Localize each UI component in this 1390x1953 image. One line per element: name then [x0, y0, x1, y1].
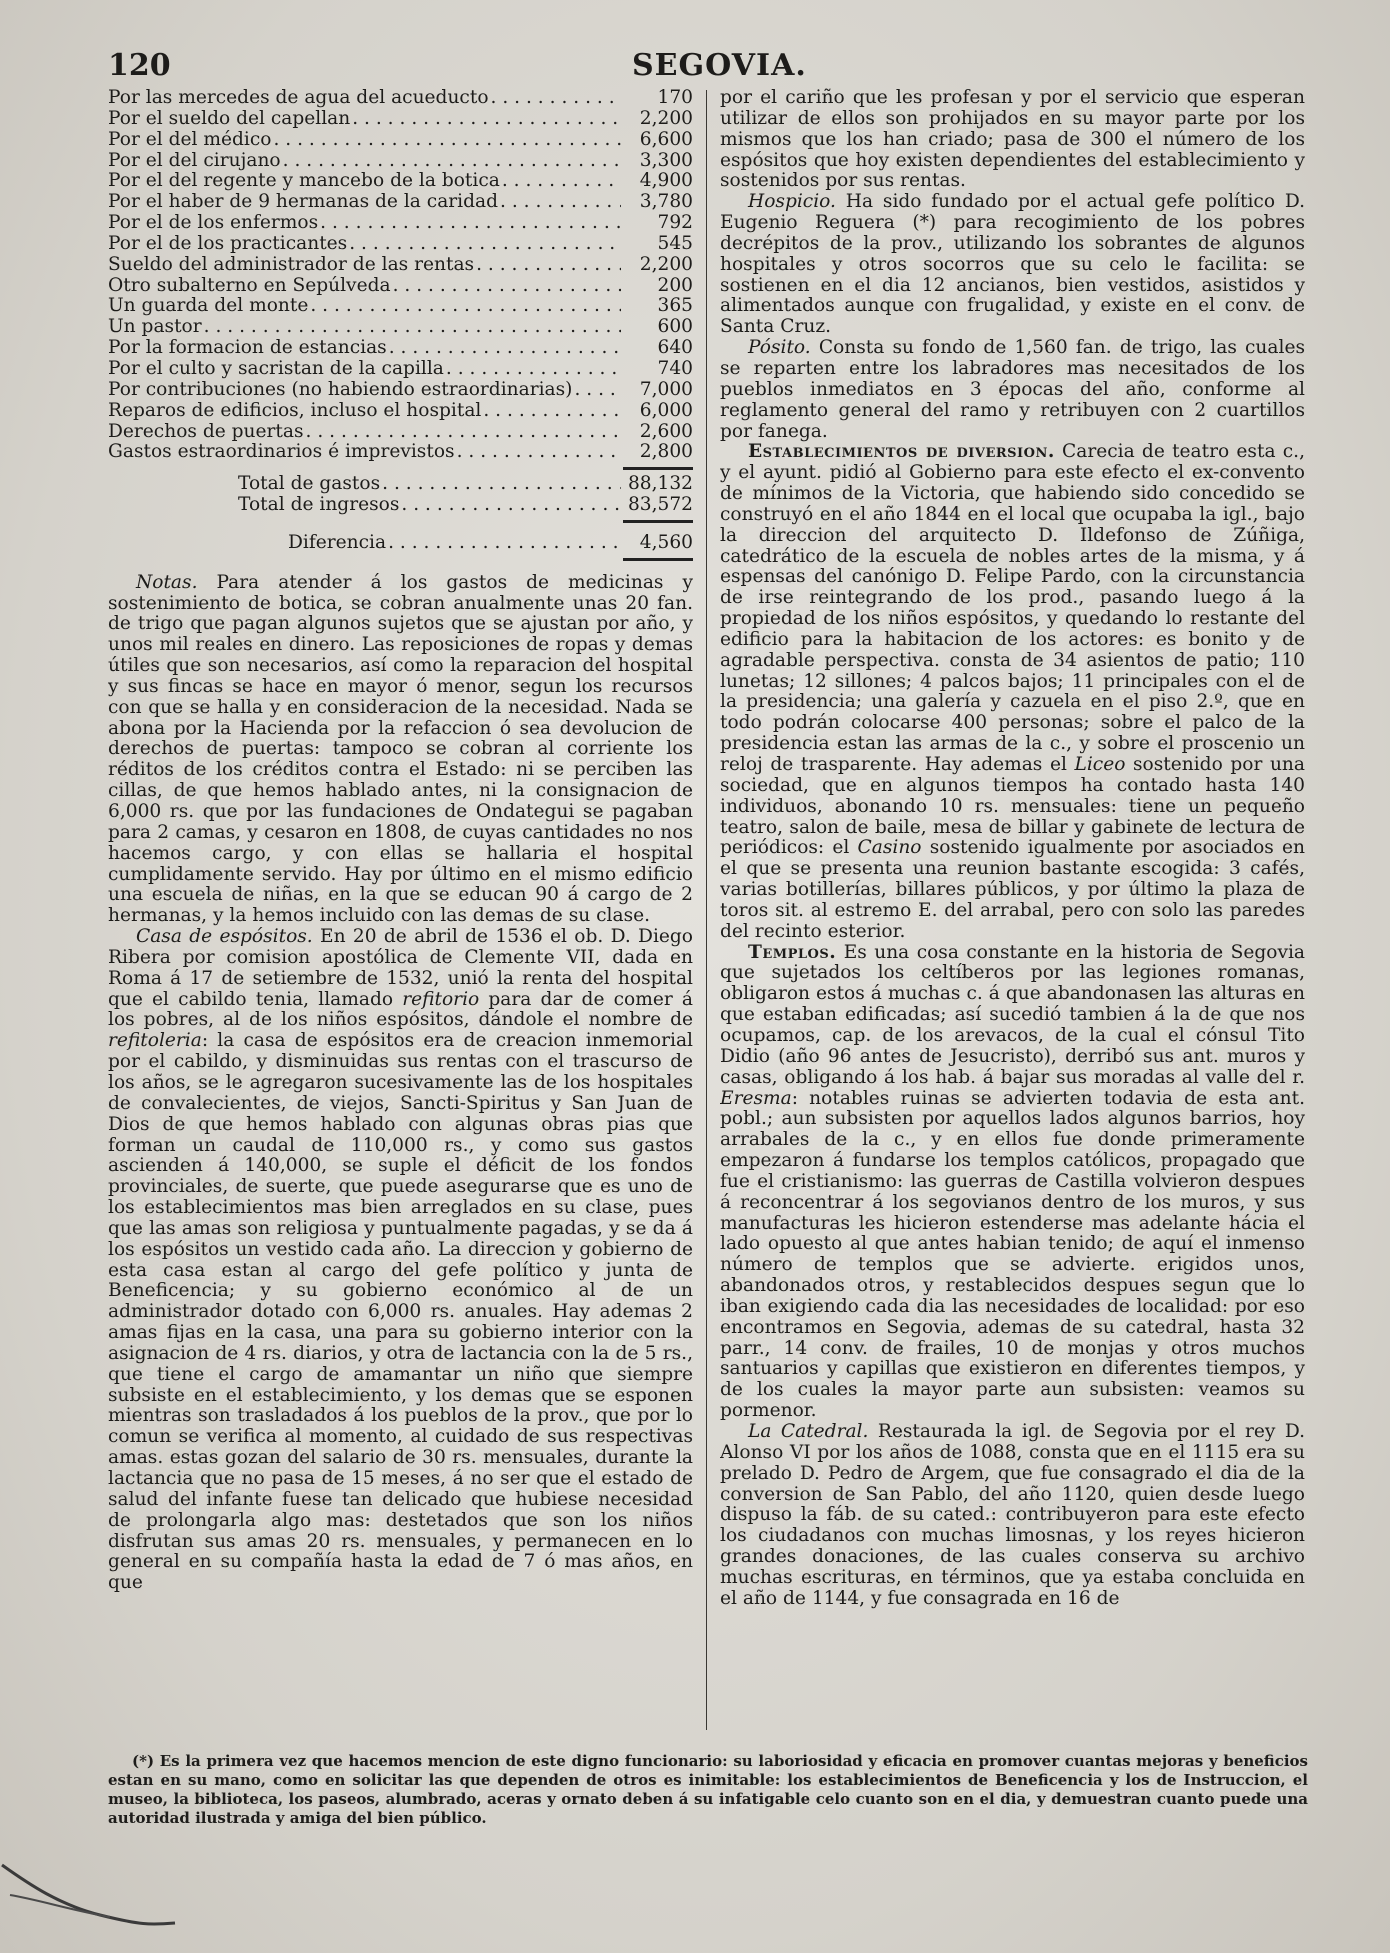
casa-esposítos-paragraph: [108, 927, 693, 1594]
ledger-amount: 6,000: [639, 399, 693, 421]
hospicio-title: Hospicio.: [748, 191, 836, 213]
ledger-label: Por el de los practicantes: [108, 232, 348, 254]
ledger-label: Un guarda del monte: [108, 295, 309, 317]
catedral-text: Restaurada la igl. de Segovia por el rey D. Alonso VI por los años de 1088, consta que en el 1115 era su prelado D. Pedro de Argem, que fue consagrado el dia de la conversion de San Pablo, del año 1120, quien desde luego dispuso la fáb. de su cated.: contribuyeron para este efecto los ciudadanos con muchas limosnas, y los reyes hicieron grandes donaciones, de las cuales conserva su archivo muchas escrituras, en términos, que ya estaba concluida en el año de 1144, y fue consagrada en 16 de: [720, 1421, 1305, 1609]
column-divider: [706, 90, 707, 1730]
ledger-row: [108, 213, 693, 234]
ledger-amount: 792: [657, 212, 693, 234]
sum-rule: [623, 558, 693, 561]
ledger-label: Por contribuciones (no habiendo estraordinarias): [108, 378, 573, 400]
diversion-paragraph: [720, 442, 1305, 942]
diferencia-row: [108, 533, 693, 554]
left-column: [108, 88, 693, 1728]
ledger-amount: 740: [657, 357, 693, 379]
notas-title: Notas.: [136, 571, 198, 593]
ledger-amount: 2,600: [639, 420, 693, 442]
ledger-label: Sueldo del administrador de las rentas: [108, 253, 475, 275]
total-gastos-amount: 88,132: [627, 473, 693, 495]
total-gastos-label: Total de gastos: [238, 473, 381, 495]
right-column: [720, 88, 1305, 1728]
ledger-row: [108, 234, 693, 255]
ledger-row: [108, 338, 693, 359]
total-ingresos-amount: 83,572: [627, 494, 693, 516]
ledger-row: [108, 380, 693, 401]
ink-stroke-mark: [0, 1845, 180, 1935]
casino-term: Casino: [857, 837, 922, 859]
ledger-row: [108, 422, 693, 443]
notas-text: Para atender á los gastos de medicinas y sostenimiento de botica, se cobran anualmente unas 20 fan. de trigo que pagan algunos sujetos que se ajustan por año, y unos mil reales en dinero. Las reposiciones de ropas y demas útiles que son necesarios, así como la reparacion del hospital y sus fincas se hace en mayor ó menor, segun los recursos con que se halla y en consideracion de la necesidad. Nada se abona por la Hacienda por la refaccion ó sea devolucion de derechos de puertas: tampoco se cobran al corriente los réditos de los créditos contra el Estado: ni se perciben las cillas, de que hemos hablado antes, ni la consignacion de 6,000 rs. que por las fundaciones de Ondategui se pagaban para 2 camas, y cesaron en 1808, de cuyas cantidades no nos hacemos cargo, y con ellas se hallaria el hospital cumplidamente servido. Hay por último en el mismo edificio una escuela de niñas, en la que se educan 90 á cargo de 2 hermanas, y la hemos incluido con las demas de su clase.: [108, 571, 693, 927]
ledger-row: [108, 130, 693, 151]
hospicio-text: Ha sido fundado por el actual gefe político D. Eugenio Reguera (*) para recogimiento de los pobres decrépitos de la prov., utilizando los sobrantes de algunos hospitales y otros socorros que su celo le facilita: se sostienen en el dia 12 ancianos, bien vestidos, asistidos y alimentados aunque con frugalidad, y existe en el conv. de Santa Cruz.: [720, 191, 1305, 338]
ledger-amount: 600: [657, 316, 693, 338]
diversion-text: Carecia de teatro esta c., y el ayunt. pidió al Gobierno para este efecto el ex-convento de mínimos de la Victoria, que habiendo sido concedido se construyó en el año 1844 en el local que ocupaba la igl., bajo la direccion del arquitecto D. Ildefonso de Zúñiga, catedrático de la escuela de nobles artes de la misma, y á espensas del canónigo D. Felipe Pardo, con la circunstancia de irse reintegrando de los prod., pasando luego á la propiedad de los niños espósitos, y quedando lo restante del edificio para la habitacion de los actores: es bonito y de agradable perspectiva. consta de 34 asientos de patio; 110 lunetas; 12 sillones; 4 palcos bajos; 11 principales con el de la presidencia; una galería y cazuela en el piso 2.º, que en todo podrán colocarse 400 personas; sobre el palco de la presidencia estan las armas de la c., y sobre el proscenio un reloj de trasparente. Hay ademas el: [720, 441, 1305, 775]
ledger-row: [108, 401, 693, 422]
ledger-amount: 3,780: [639, 191, 693, 213]
ledger-label: Un pastor: [108, 316, 202, 338]
sum-rule: [623, 520, 693, 523]
ledger-amount: 2,200: [639, 107, 693, 129]
total-ingresos-label: Total de ingresos: [238, 494, 400, 516]
ledger-amount: 2,800: [639, 441, 693, 463]
page-header: [108, 48, 1308, 86]
diversion-text: sostenido por una sociedad, que en algunos tiempos ha contado hasta 140 individuos, abonando 10 rs. mensuales: tiene un pequeño teatro, salon de baile, mesa de billar y gabinete de lectura de periódicos: el: [720, 754, 1305, 859]
ledger-label: Por la formacion de estancias: [108, 337, 387, 359]
catedral-paragraph: [720, 1422, 1305, 1610]
ledger-amount: 2,200: [639, 253, 693, 275]
running-title: SEGOVIA.: [632, 48, 807, 83]
posito-text: Consta su fondo de 1,560 fan. de trigo, las cuales se reparten entre los labradores mas necesitados de los pueblos inmediatos en 3 épocas del año, conforme al reglamento general del ramo y retribuyen con 2 cuartillos por fanega.: [720, 337, 1305, 442]
refitoleria-term: refitoleria: [108, 1030, 202, 1052]
ledger-row: [108, 317, 693, 338]
casa-text: En 20 de abril de 1536 el ob. D. Diego Ribera por comision apostólica de Clemente VII, dada en Roma á 17 de setiembre de 1532, unió la renta del hospital que el cabildo tenia, llamado: [108, 926, 693, 1010]
ledger-amount: 6,600: [639, 128, 693, 150]
diferencia-label: Diferencia: [288, 531, 387, 553]
ledger-label: Reparos de edificios, incluso el hospital: [108, 399, 482, 421]
posito-title: Pósito.: [748, 337, 811, 359]
ledger-row: [108, 442, 693, 463]
total-gastos-row: [108, 474, 693, 495]
footnote: (*) Es la primera vez que hacemos mencion de este digno funcionario: su laboriosidad y eficacia en promover cuantas mejoras y beneficios estan en su mano, como en solicitar las que dependen de otros es inimitable: los establecimientos de Beneficencia y los de Instruccion, el museo, la biblioteca, los paseos, alumbrado, aceras y ornato deben á su infatigable celo cuanto son en el dia, y demuestran cuanto puede una autoridad ilustrada y amiga del bien público.: [108, 1752, 1308, 1827]
ledger-row: [108, 296, 693, 317]
ledger-label: Por el culto y sacristan de la capilla: [108, 357, 444, 379]
ledger-label: Por el del regente y mancebo de la botica: [108, 170, 500, 192]
diferencia-amount: 4,560: [639, 531, 693, 553]
posito-paragraph: [720, 338, 1305, 442]
ledger-label: Por el del cirujano: [108, 149, 281, 171]
templos-text: : notables ruinas se advierten todavia de esta ant. pobl.; aun subsisten por aquellos lados algunos barrios, hoy arrabales de la c., y en ellos fue donde primeramente empezaron á fundarse los templos católicos, propagado que fue el cristianismo: las guerras de Castilla volvieron despues á reconcentrar á los segovianos dentro de los muros, y sus manufacturas les hicieron estenderse mas adelante hácia el lado opuesto al que antes habian tenido; de aquí el inmenso número de templos que se advierte. erigidos unos, abandonados otros, y restablecidos despues segun que lo iban exigiendo cada dia las necesidades de localidad: por eso encontramos en Segovia, ademas de su catedral, hasta 32 parr., 14 conv. de frailes, 10 de monjas y otros muchos santuarios y capillas que existieron en diferentes tiempos, y de los cuales la mayor parte aun subsisten: veamos su pormenor.: [720, 1087, 1305, 1422]
ledger-amount: 3,300: [639, 149, 693, 171]
ledger-row: [108, 192, 693, 213]
ledger-label: Gastos estraordinarios é imprevistos: [108, 441, 455, 463]
liceo-term: Liceo: [1074, 754, 1126, 775]
ledger-amount: 7,000: [639, 378, 693, 400]
expense-ledger: [108, 88, 693, 463]
eresma-term: Eresma: [720, 1087, 792, 1109]
casa-text: : la casa de espósitos era de creacion inmemorial por el cabildo, y disminuidas sus rentas con el trascurso de los años, se le agregaron sucesivamente las de los hospitales de convalecientes, de viejos, Sancti-Spiritus y San Juan de Dios de que hemos hablado con algunas obras pias que forman un caudal de 110,000 rs., y como sus gastos ascienden á 140,000, se suple el déficit de los fondos provinciales, de suerte, que puede asegurarse que es uno de los establecimientos mas bien arreglados en su clase, pues que las amas son religiosa y puntualmente pagadas, y se da á los espósitos un vestido cada año. La direccion y gobierno de esta casa estan al cargo del gefe político y junta de Beneficencia; y su gobierno económico al de un administrador dotado con 6,000 rs. anuales. Hay ademas 2 amas fijas en la casa, una para su gobierno interior con la asignacion de 4 rs. diarios, y otra de lactancia con la de 5 rs., que tiene el cargo de amamantar un niño que siempre subsiste en el establecimiento, y los demas que se esponen mientras son trasladados á los pueblos de la prov., que por lo comun se verifica al momento, al cuidado de sus respectivas amas. estas gozan del salario de 30 rs. mensuales, durante la lactancia que no pasa de 15 meses, á no ser que el estado de salud del infante fuese tan delicado que hubiese necesidad de prolongarla algo mas: destetados que son los niños disfrutan sus amas 20 rs. mensuales, y permanecen en lo general en su compañía hasta la edad de 7 ó mas años, en que: [108, 1030, 693, 1594]
ledger-row: [108, 276, 693, 297]
ledger-label: Por el sueldo del capellan: [108, 107, 351, 129]
ledger-row: [108, 109, 693, 130]
ledger-amount: 170: [657, 88, 693, 108]
sum-rule: [623, 467, 693, 470]
refitorio-term: refitorio: [402, 988, 480, 1010]
ledger-amount: 200: [657, 274, 693, 296]
templos-paragraph: [720, 943, 1305, 1422]
ledger-amount: 640: [657, 337, 693, 359]
diversion-text: sostenido igualmente por asociados en el que se presenta una reunion bastante escogida: 3 cafés, varias botillerías, billares públicos, y por último la plaza de toros sit. al estremo E. del arrabal, pero con solo las paredes del recinto esterior.: [720, 837, 1305, 942]
notas-paragraph: [108, 573, 693, 927]
casa-title: Casa de espósitos.: [136, 926, 313, 948]
ledger-label: Por el del médico: [108, 128, 272, 150]
ledger-amount: 545: [657, 232, 693, 254]
ledger-row: [108, 171, 693, 192]
total-ingresos-row: [108, 495, 693, 516]
catedral-title: La Catedral.: [748, 1421, 869, 1442]
hospicio-paragraph: [720, 192, 1305, 338]
ledger-label: Otro subalterno en Sepúlveda: [108, 274, 391, 296]
ledger-label: Por el haber de 9 hermanas de la caridad: [108, 191, 499, 213]
templos-text: Es una cosa constante en la historia de Segovia que sujetados los celtíberos por las legiones romanas, obligaron estos á muchas c. á que abandonasen las alturas en que estaban edificadas; así sucedió tambien á la de que nos ocupamos, cap. de los arevacos, de la cual el cónsul Tito Didio (año 96 antes de Jesucristo), derribó sus ant. muros y casas, obligando á los hab. á bajar sus moradas al valle del r.: [720, 941, 1305, 1088]
ledger-row: [108, 359, 693, 380]
ledger-amount: 4,900: [639, 170, 693, 192]
ledger-row: [108, 255, 693, 276]
ledger-label: Derechos de puertas: [108, 420, 304, 442]
page-number: 120: [108, 48, 171, 83]
casa-text: para dar de comer á los pobres, al de los niños espósitos, dándole el nombre de: [108, 988, 693, 1031]
ledger-row: [108, 151, 693, 172]
templos-title: Templos.: [748, 941, 837, 963]
ledger-row: [108, 88, 693, 109]
ledger-amount: 365: [657, 295, 693, 317]
ledger-label: Por el de los enfermos: [108, 212, 319, 234]
ledger-label: Por las mercedes de agua del acueducto: [108, 88, 489, 108]
diversion-title: Establecimientos de diversion.: [748, 441, 1055, 463]
esposítos-continuation: por el cariño que les profesan y por el servicio que esperan utilizar de ellos son prohijados en su mayor parte por los mismos que los han criado; pasa de 300 el número de los espósitos que hoy existen dependientes del establecimiento y sostenidos por sus rentas.: [720, 88, 1305, 192]
